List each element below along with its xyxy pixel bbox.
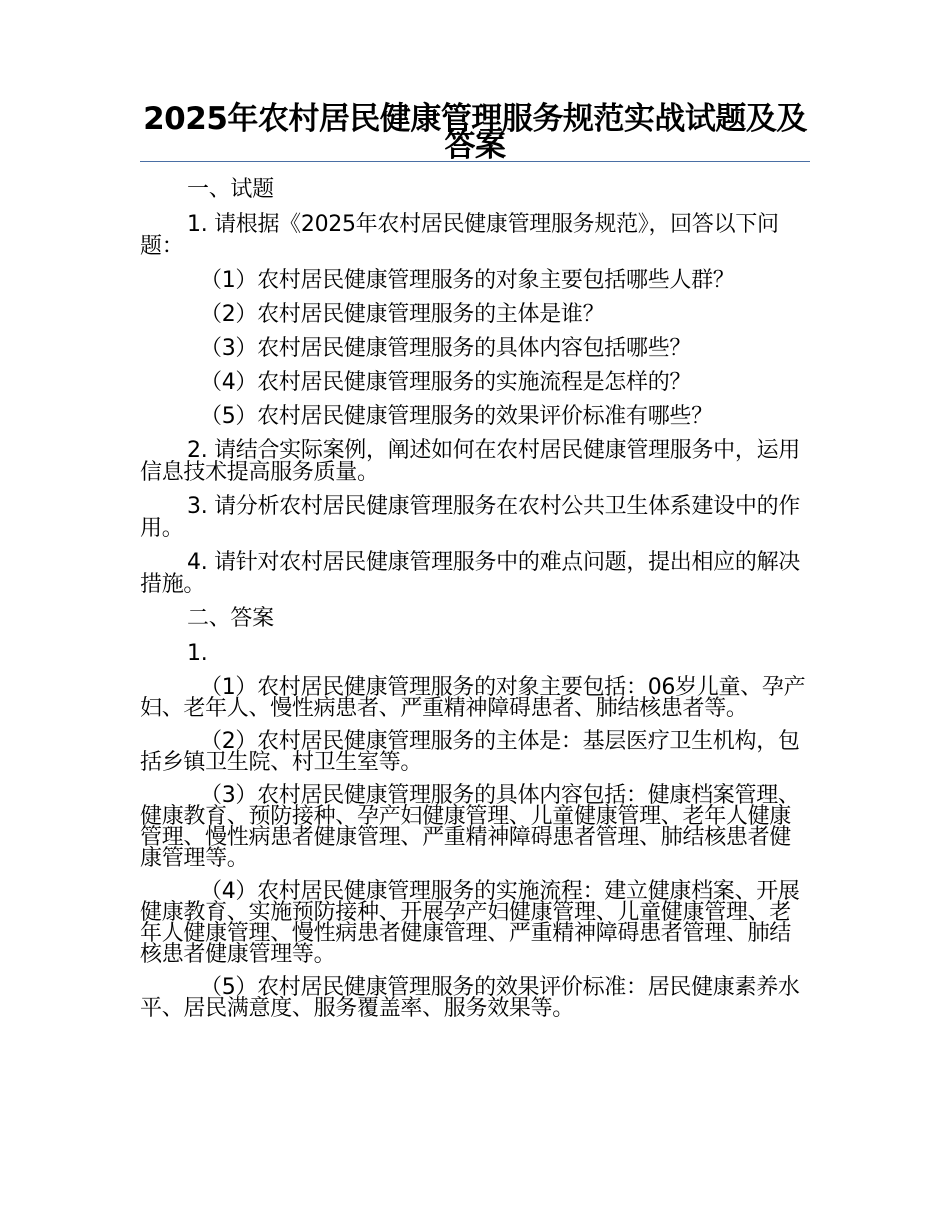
answer-1-item: （2）农村居民健康管理服务的主体是：基层医疗卫生机构，包括乡镇卫生院、村卫生室等。 [140,729,800,775]
answer-1-item: （4）农村居民健康管理服务的实施流程：建立健康档案、开展健康教育、实施预防接种、开展孕产妇健康管理、儿童健康管理、老年人健康管理、慢性病患者健康管理、严重精神障碍患者管理、肺结核患者健康管理等。 [140,879,800,967]
question-3: 3. 请分析农村居民健康管理服务在农村公共卫生体系建设中的作用。 [140,494,800,541]
question-1-item: （4）农村居民健康管理服务的实施流程是怎样的？ [200,370,692,395]
document-title: 2025年农村居民健康管理服务规范实战试题及及答案 [143,101,807,164]
question-1-item: （5）农村居民健康管理服务的效果评价标准有哪些？ [200,404,713,429]
question-1-intro: 1. 请根据《2025年农村居民健康管理服务规范》，回答以下问题： [140,212,779,259]
answer-1-label: 1. [187,641,208,666]
question-1-item: （2）农村居民健康管理服务的主体是谁？ [200,302,605,327]
question-1-item: （1）农村居民健康管理服务的对象主要包括哪些人群？ [200,268,735,293]
title-underline [140,161,810,162]
answer-1-item: （1）农村居民健康管理服务的对象主要包括：06岁儿童、孕产妇、老年人、慢性病患者、严重精神障碍患者、肺结核患者等。 [140,675,806,721]
question-4: 4. 请针对农村居民健康管理服务中的难点问题，提出相应的解决措施。 [140,550,800,597]
document-body [140,179,810,1031]
answers-heading: 二、答案 [187,606,274,631]
answer-1-item: （3）农村居民健康管理服务的具体内容包括：健康档案管理、健康教育、预防接种、孕产妇健康管理、儿童健康管理、老年人健康管理、慢性病患者健康管理、严重精神障碍患者管理、肺结核患者健康管理等。 [140,783,800,871]
question-2: 2. 请结合实际案例，阐述如何在农村居民健康管理服务中，运用信息技术提高服务质量。 [140,438,800,485]
answer-1-item: （5）农村居民健康管理服务的效果评价标准：居民健康素养水平、居民满意度、服务覆盖率、服务效果等。 [140,975,800,1021]
question-1-item: （3）农村居民健康管理服务的具体内容包括哪些？ [200,336,692,361]
questions-heading: 一、试题 [187,177,274,202]
